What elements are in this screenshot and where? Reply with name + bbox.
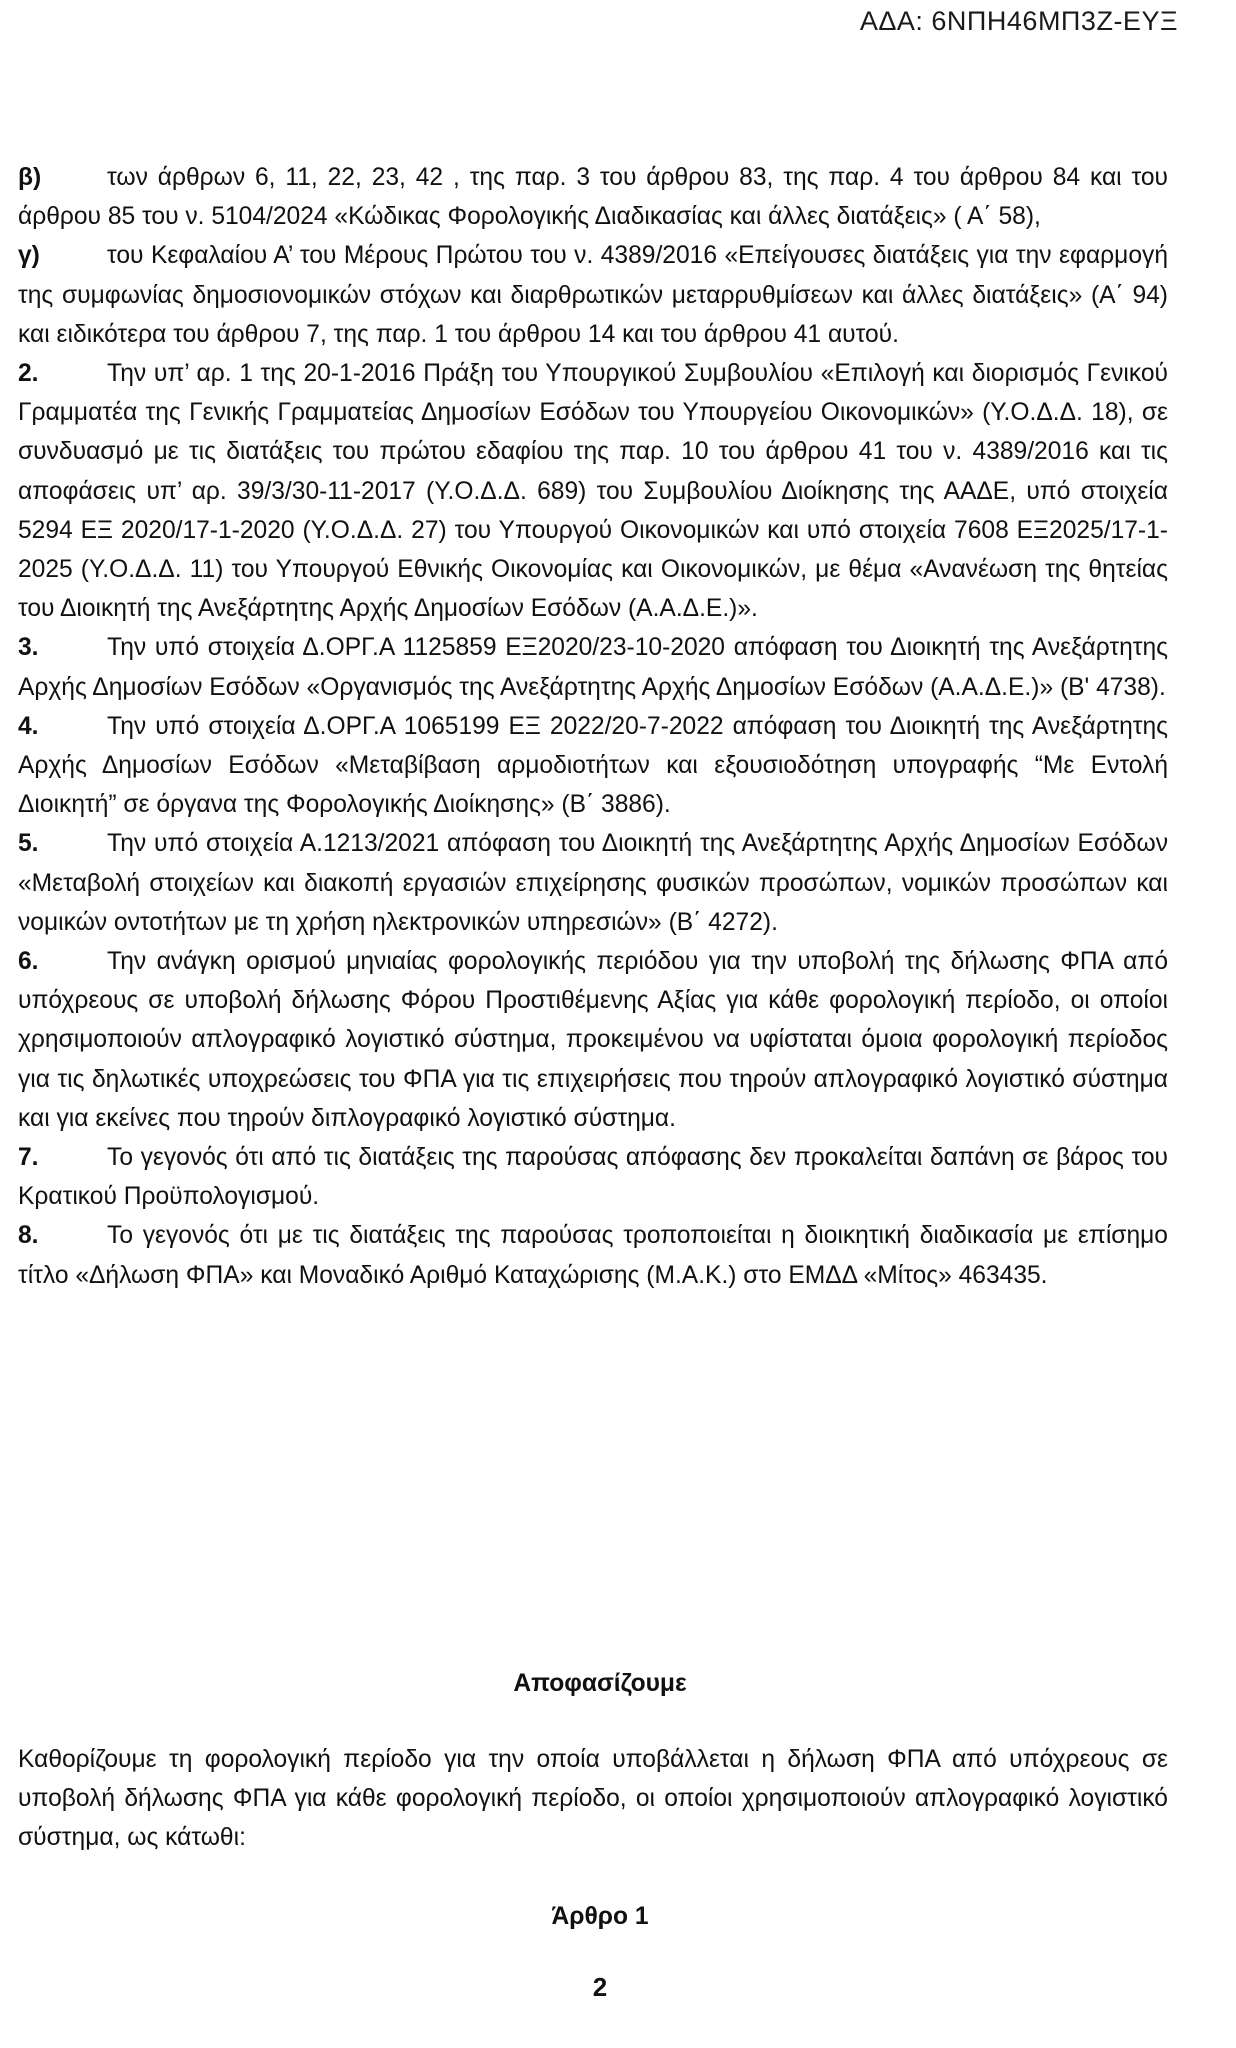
item-text: Το γεγονός ότι από τις διατάξεις της παρούσας απόφασης δεν προκαλείται δαπάνη σε βάρος του Κρατικού Προϋπολογισμού. [18,1144,1168,1211]
item-text: Την υπό στοιχεία Δ.ΟΡΓ.Α 1125859 ΕΞ2020/23-10-2020 απόφαση του Διοικητή της Ανεξάρτητης Αρχής Δημοσίων Εσόδων «Οργανισμός της Ανεξάρτητης Αρχής Δημοσίων Εσόδων (Α.Α.Δ.Ε.)» (Β' 4738). [18,634,1168,701]
consideration-item [18,942,1168,1138]
consideration-item [18,1216,1168,1294]
item-label: 3. [18,634,39,662]
item-text: Την υπό στοιχεία Α.1213/2021 απόφαση του Διοικητή της Ανεξάρτητης Αρχής Δημοσίων Εσόδων «Μεταβολή στοιχείων και διακοπή εργασιών επιχείρησης φυσικών προσώπων, νομικών προσώπων και νομικών οντοτήτων με τη χρήση ηλεκτρονικών υπηρεσιών» (Β΄ 4272). [18,830,1168,936]
item-label: β) [18,164,42,191]
item-label: 6. [18,948,39,976]
item-text: Το γεγονός ότι με τις διατάξεις της παρούσας τροποποιείται η διοικητική διαδικασία με επίσημο τίτλο «Δήλωση ΦΠΑ» και Μοναδικό Αριθμό Καταχώρισης (Μ.Α.Κ.) στο ΕΜΔΔ «Μίτος» 463435. [18,1222,1168,1289]
item-label: γ) [18,242,40,270]
item-text: των άρθρων 6, 11, 22, 23, 42 , της παρ. 3 του άρθρου 83, της παρ. 4 του άρθρου 84 και του άρθρου 85 του ν. 5104/2024 «Κώδικας Φορολογικής Διαδικασίας και άλλες διατάξεις» ( Α΄ 58), [18,164,1168,231]
page-number: 2 [592,1972,608,2002]
item-text: Την υπό στοιχεία Δ.ΟΡΓ.Α 1065199 ΕΞ 2022/20-7-2022 απόφαση του Διοικητή της Ανεξάρτητης Αρχής Δημοσίων Εσόδων «Μεταβίβαση αρμοδιοτήτων και εξουσιοδότηση υπογραφής “Με Εντολή Διοικητή” σε όργανα της Φορολογικής Διοίκησης» (Β΄ 3886). [18,712,1168,819]
consideration-item [18,707,1168,825]
consideration-item [18,824,1168,942]
item-text: Την υπ’ αρ. 1 της 20-1-2016 Πράξη του Υπουργικού Συμβουλίου «Επιλογή και διορισμός Γενικού Γραμματέα της Γενικής Γραμματείας Δημοσίων Εσόδων του Υπουργείου Οικονομικών» (Υ.Ο.Δ.Δ. 18), σε συνδυασμό με τις διατάξεις του πρώτου εδαφίου της παρ. 10 του άρθρου 41 του ν. 4389/2016 και τις αποφάσεις υπ’ αρ. 39/3/30-11-2017 (Υ.Ο.Δ.Δ. 689) του Συμβουλίου Διοίκησης της ΑΑΔΕ, υπό στοιχεία 5294 ΕΞ 2020/17-1-2020 (Υ.Ο.Δ.Δ. 27) του Υπουργού Οικονομικών και υπό στοιχεία 7608 ΕΞ2025/17-1-2025 (Υ.Ο.Δ.Δ. 11) του Υπουργού Εθνικής Οικονομίας και Οικονομικών, με θέμα «Ανανέωση της θητείας του Διοικητή της Ανεξάρτητης Αρχής Δημοσίων Εσόδων (Α.Α.Δ.Ε.)». [18,360,1168,623]
decision-heading: Αποφασίζουμε [513,1670,687,1697]
article-heading: Άρθρο 1 [551,1903,649,1930]
item-label: 4. [18,712,39,740]
considerations-list [18,158,1168,1295]
item-text: του Κεφαλαίου Α’ του Μέρους Πρώτου του ν. 4389/2016 «Επείγουσες διατάξεις για την εφαρμογή της συμφωνίας δημοσιονομικών στόχων και διαρθρωτικών μεταρρυθμίσεων και άλλες διατάξεις» (Α΄ 94) και ειδικότερα του άρθρου 7, της παρ. 1 του άρθρου 14 και του άρθρου 41 αυτού. [18,242,1168,348]
consideration-item [18,1138,1168,1216]
ada-identifier: ΑΔΑ: 6ΝΠΗ46ΜΠ3Ζ-ΕΥΞ [859,6,1178,36]
consideration-item [18,236,1168,354]
item-label: 8. [18,1222,39,1250]
consideration-item [18,354,1168,628]
item-label: 2. [18,360,39,388]
decision-text [18,1740,1168,1858]
item-label: 7. [18,1144,39,1172]
item-text: Την ανάγκη ορισμού μηνιαίας φορολογικής περιόδου για την υποβολή της δήλωσης ΦΠΑ από υπόχρεους σε υποβολή δήλωσης Φόρου Προστιθέμενης Αξίας για κάθε φορολογική περίοδο, οι οποίοι χρησιμοποιούν απλογραφικό λογιστικό σύστημα, προκειμένου να υφίσταται όμοια φορολογική περίοδος για τις δηλωτικές υποχρεώσεις του ΦΠΑ για τις επιχειρήσεις που τηρούν απλογραφικό λογιστικό σύστημα και για εκείνες που τηρούν διπλογραφικό λογιστικό σύστημα. [18,948,1168,1132]
consideration-item [18,158,1168,236]
item-label: 5. [18,830,39,858]
decision-paragraph: Καθορίζουμε τη φορολογική περίοδο για την οποία υποβάλλεται η δήλωση ΦΠΑ από υπόχρεους σε υποβολή δήλωσης ΦΠΑ για κάθε φορολογική περίοδο, οι οποίοι χρησιμοποιούν απλογραφικό λογιστικό σύστημα, ως κάτωθι: [18,1746,1168,1852]
consideration-item [18,628,1168,706]
